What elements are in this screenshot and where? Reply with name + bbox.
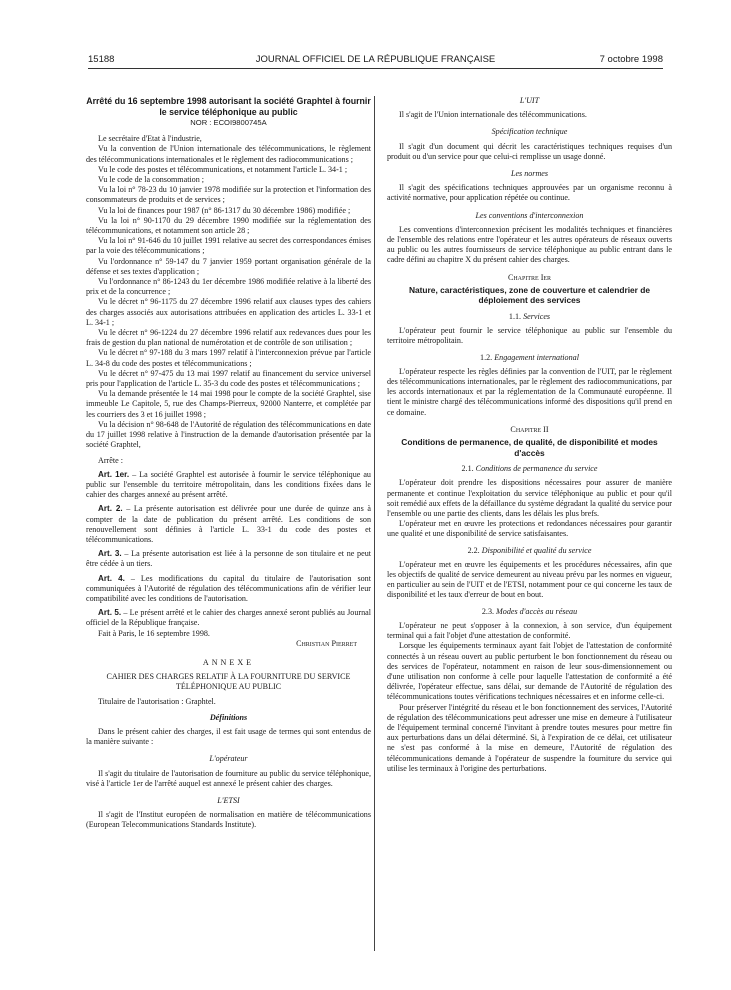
definitions-intro: Dans le présent cahier des charges, il est fait usage de termes qui sont entendus de la manière suivante :: [86, 726, 371, 747]
section-number: 2.3.: [481, 606, 495, 616]
definition-text: Il s'agit de l'Institut européen de normalisation en matière de télécommunications (European Telecommunications Standards Institute).: [86, 810, 371, 830]
section-number: 1.2.: [480, 352, 493, 362]
article-5: [86, 608, 371, 628]
section-heading: [387, 546, 672, 556]
annexe-subtitle: CAHIER DES CHARGES RELATIF À LA FOURNITURE DU SERVICE TÉLÉPHONIQUE AU PUBLIC: [106, 672, 351, 692]
section-title: Modes d'accès au réseau: [496, 606, 578, 616]
visa-paragraph: Vu la demande présentée le 14 mai 1998 pour le compte de la société Graphtel, sise immeuble Le Capitole, 5, rue des Champs-Pierreux, 92000 Nanterre, et complétée par les courriers des 3 et 16 juillet 1998 ;: [86, 389, 371, 419]
section-number: 1.1.: [508, 312, 522, 322]
article-3: [86, 549, 371, 569]
definition-term: Spécification technique: [491, 127, 568, 137]
definition-term: Les conventions d'interconnexion: [475, 210, 584, 220]
article-label: Art. 2.: [98, 504, 123, 514]
article-text: – La société Graphtel est autorisée à fournir le service téléphonique au public sur l'ensemble du territoire métropolitain, dans les conditions fixées dans le cahier des charges annexé au présent arrêté.: [86, 469, 371, 500]
section-paragraph: Lorsque les équipements terminaux ayant fait l'objet de l'attestation de conformité connectés à un réseau ouvert au public perturbent le bon fonctionnement du réseau ou des services de l'opérateur, notamment en raison de leur sous-dimensionnement ou d'une utilisation non conforme à celle pour laquelle l'attestation de conformité a été délivrée, l'opérateur effectue, sans délai, sur demande de l'Autorité de régulation des télécommunications toutes vérifications techniques nécessaires et en informe celle-ci.: [387, 641, 672, 702]
section-heading: [387, 312, 672, 322]
section-heading: [387, 464, 672, 474]
visa-paragraph: Vu la loi n° 78-23 du 10 janvier 1978 modifiée sur la protection et l'information des consommateurs de produits et de services ;: [86, 185, 371, 205]
article-label: Art. 3.: [98, 549, 122, 559]
section-number: 2.1.: [461, 464, 474, 474]
column-divider: [374, 96, 375, 951]
article-label: Art. 4.: [98, 573, 125, 583]
definitions-heading: Définitions: [209, 712, 248, 722]
article-text: – La présente autorisation est liée à la personne de son titulaire et ne peut être cédée à un tiers.: [86, 549, 371, 569]
section-number: 2.2.: [467, 545, 480, 555]
decree-title: Arrêté du 16 septembre 1998 autorisant la société Graphtel à fournir le service téléphonique au public: [86, 96, 371, 117]
article-text: – Le présent arrêté et le cahier des charges annexé seront publiés au Journal officiel de la République française.: [86, 608, 371, 628]
definition-text: Il s'agit des spécifications techniques approuvées par un organisme reconnu à activité normative, pour application répétée ou continue.: [387, 183, 672, 203]
visa-paragraph: Vu le décret n° 96-1224 du 27 décembre 1996 relatif aux redevances dues pour les frais de gestion du plan national de numérotation et de contrôle de son utilisation ;: [86, 328, 371, 348]
chapter-label: Chapitre Ier: [507, 272, 552, 282]
section-heading: [387, 607, 672, 617]
definition-term: Les normes: [510, 169, 549, 179]
definition-term: L'UIT: [519, 96, 540, 105]
visa-paragraph: Vu la convention de l'Union internationale des télécommunications, le règlement des télécommunications internationales et le règlement des radiocommunications ;: [86, 144, 371, 164]
chapter-label: Chapitre II: [510, 424, 549, 434]
section-title: Services: [523, 312, 551, 322]
journal-title: JOURNAL OFFICIEL DE LA RÉPUBLIQUE FRANÇAISE: [255, 54, 496, 65]
definition-text: Il s'agit d'un document qui décrit les caractéristiques techniques requises d'un produit ou d'un service pour que celui-ci remplisse un usage donné.: [387, 141, 672, 161]
right-column: [387, 96, 672, 774]
arrete-label: Arrête :: [98, 455, 123, 465]
article-2: [86, 504, 371, 545]
nor-reference: NOR : ECOI9800745A: [190, 118, 267, 127]
definition-term: L'opérateur: [209, 754, 248, 764]
visa-paragraph: Vu la loi n° 91-646 du 10 juillet 1991 relative au secret des correspondances émises par la voie des télécommunications ;: [86, 236, 371, 256]
article-4: [86, 574, 371, 605]
chapter-title: Nature, caractéristiques, zone de couverture et calendrier de déploiement des services: [408, 284, 651, 306]
annexe-title: ANNEXE: [202, 657, 255, 667]
section-paragraph: L'opérateur peut fournir le service téléphonique au public sur l'ensemble du territoire métropolitain.: [387, 326, 672, 346]
article-text: – Les modifications du capital du titulaire de l'autorisation sont communiquées à l'Autorité de régulation des télécommunications afin de vérifier leur compatibilité avec les conditions de l'autorisation.: [86, 573, 371, 603]
page-header: [88, 52, 663, 69]
visa-paragraph: Vu le décret n° 97-475 du 13 mai 1997 relatif au financement du service universel pris pour l'application de l'article L. 35-3 du code des postes et télécommunications ;: [86, 368, 371, 389]
definition-text: Il s'agit du titulaire de l'autorisation de fourniture au public du service téléphonique, visé à l'article 1er de l'arrêté auquel est annexé le présent cahier des charges.: [86, 768, 371, 788]
visa-paragraph: Vu le code des postes et télécommunications, et notamment l'article L. 34-1 ;: [98, 164, 348, 174]
article-text: – La présente autorisation est délivrée pour une durée de quinze ans à compter de la date de publication du présent arrêté. Les conditions de son renouvellement sont définies à l'article L. 33-1 du code des postes et télécommunications.: [86, 504, 371, 544]
section-paragraph: L'opérateur met en œuvre les équipements et les procédures nécessaires, afin que les objectifs de qualité de service demeurent au niveau prévu par les normes en vigueur, en particulier au sein de l'UIT et de l'ETSI, notamment pour ce qui concerne les taux de disponibilité et les taux d'erreur de bout en bout.: [387, 559, 672, 600]
section-paragraph: L'opérateur doit prendre les dispositions nécessaires pour assurer de manière permanente et continue l'exploitation du service téléphonique au public et pour qu'il soit remédié aux effets de la défaillance du système dégradant la qualité du service pour l'ensemble ou une partie des clients, dans les délais les plus brefs.: [387, 478, 672, 519]
article-label: Art. 1er.: [98, 469, 130, 479]
fait-a-paris: Fait à Paris, le 16 septembre 1998.: [98, 628, 210, 638]
definition-text: Il s'agit de l'Union internationale des télécommunications.: [399, 110, 587, 120]
visa-paragraph: Vu la loi de finances pour 1987 (n° 86-1317 du 30 décembre 1986) modifiée ;: [98, 205, 351, 215]
page-number: 15188: [88, 54, 115, 65]
section-title: Conditions de permanence du service: [475, 464, 598, 474]
publication-date: 7 octobre 1998: [599, 54, 663, 65]
annexe-titulaire: Titulaire de l'autorisation : Graphtel.: [98, 696, 216, 706]
section-paragraph: L'opérateur met en œuvre les protections et redondances nécessaires pour garantir une qualité et une disponibilité de service satisfaisantes.: [387, 519, 672, 539]
section-title: Disponibilité et qualité du service: [481, 545, 592, 555]
visa-paragraph: Vu le décret n° 96-1175 du 27 décembre 1996 relatif aux clauses types des cahiers des charges associés aux autorisations attribuées en application des articles L. 33-1 et L. 34-1 ;: [86, 297, 371, 327]
chapter-title: Conditions de permanence, de qualité, de disponibilité et modes d'accès: [401, 437, 658, 458]
section-title: Engagement international: [494, 352, 579, 362]
visa-paragraph: Le secrétaire d'Etat à l'industrie,: [98, 134, 202, 144]
visa-paragraph: Vu l'ordonnance n° 86-1243 du 1er décembre 1986 modifiée relative à la liberté des prix et de la concurrence ;: [86, 277, 371, 297]
visa-paragraph: Vu la décision n° 98-648 de l'Autorité de régulation des télécommunications en date du 17 juillet 1998 relative à l'instruction de la demande d'autorisation présentée par la société Graphtel,: [86, 419, 371, 450]
visa-paragraph: Vu la loi n° 90-1170 du 29 décembre 1990 modifiée sur la réglementation des télécommunications, et notamment son article 28 ;: [86, 215, 371, 236]
section-paragraph: L'opérateur respecte les règles définies par la convention de l'UIT, par le règlement des télécommunications internationales, par le règlement des radiocommunications, par les accords internationaux et par la réglementation de la Communauté européenne. Il tient le ministre chargé des télécommunications informé des dispositions qu'il prend en ce domaine.: [387, 366, 672, 417]
visa-paragraph: Vu le décret n° 97-188 du 3 mars 1997 relatif à l'interconnexion prévue par l'article L. 34-8 du code des postes et télécommunications ;: [86, 348, 371, 368]
section-heading: [387, 353, 672, 363]
section-paragraph: Pour préserver l'intégrité du réseau et le bon fonctionnement des services, l'Autorité de régulation des télécommunications peut adresser une mise en demeure à l'utilisateur de l'équipement terminal concerné l'invitant à prendre toutes mesures pour mettre fin aux perturbations dans un délai déterminé. Si, à l'expiration de ce délai, cet utilisateur ne s'est pas conformé à la mise en demeure, l'Autorité de régulation des télécommunications demande à l'opérateur de suspendre la fourniture du service qui utilise les terminaux à l'origine des perturbations.: [387, 702, 672, 773]
signature: Christian Pierret: [296, 638, 357, 648]
left-column: [86, 96, 371, 831]
definition-term: L'ETSI: [217, 795, 240, 805]
article-1: [86, 470, 371, 501]
section-paragraph: L'opérateur ne peut s'opposer à la connexion, à son service, d'un équipement terminal qui a fait l'objet d'une attestation de conformité.: [387, 620, 672, 641]
article-label: Art. 5.: [98, 608, 122, 618]
definition-text: Les conventions d'interconnexion précisent les modalités techniques et financières de l'ensemble des relations entre l'opérateur et les autres opérateurs de réseaux ouverts au public ou les autres fournisseurs de service téléphonique au public entrant dans le cadre défini au chapitre X du présent cahier des charges.: [387, 224, 672, 265]
visa-paragraph: Vu l'ordonnance n° 59-147 du 7 janvier 1959 portant organisation générale de la défense et ses textes d'application ;: [86, 256, 371, 276]
visa-paragraph: Vu le code de la consommation ;: [98, 175, 205, 185]
